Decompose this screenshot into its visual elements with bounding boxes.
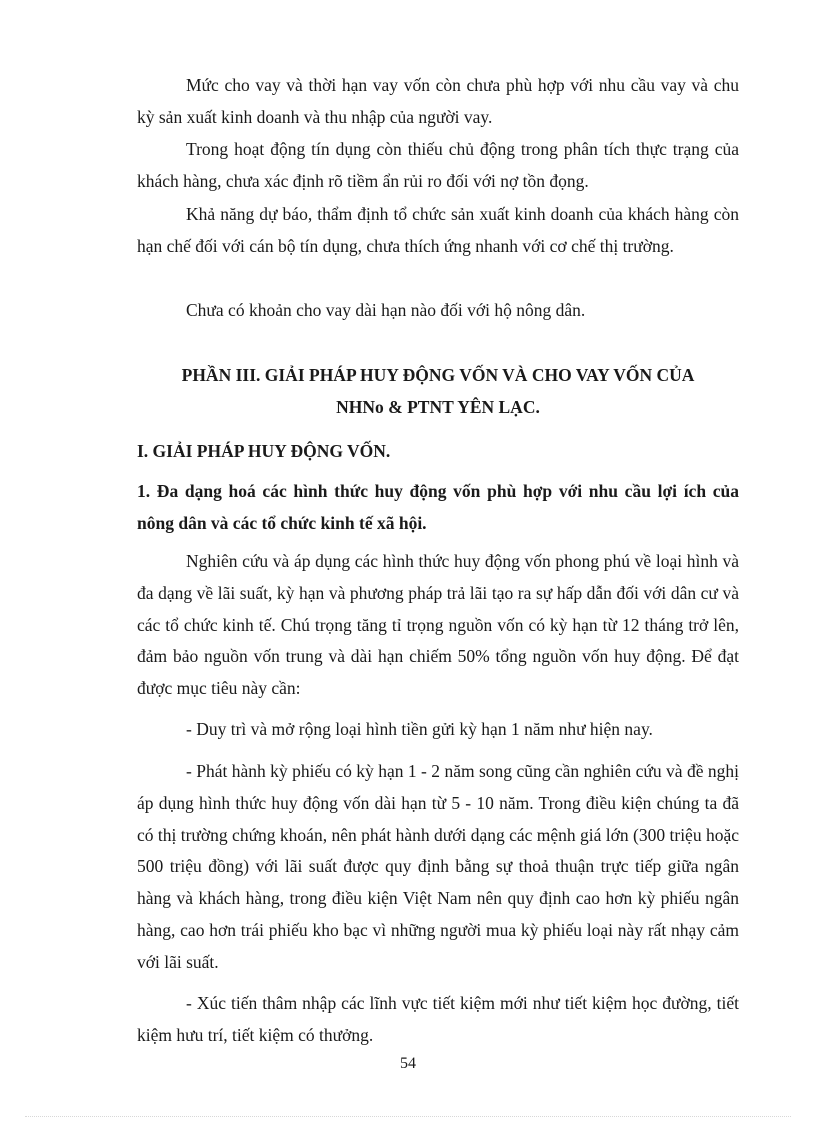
bullet-issue-bills: - Phát hành kỳ phiếu có kỳ hạn 1 - 2 năm song cũng cần nghiên cứu và đề nghị áp dụng hình thức huy động vốn dài hạn từ 5 - 10 năm. Trong điều kiện chúng ta đã có thị trường chứng khoán, nên phát hành dưới dạng các mệnh giá lớn (300 triệu hoặc 500 triệu đồng) với lãi suất được quy định bằng sự thoả thuận trực tiếp giữa ngân hàng và khách hàng, trong điều kiện Việt Nam nên quy định cao hơn kỳ phiếu ngân hàng, cao hơn trái phiếu kho bạc vì những người mua kỳ phiếu loại này rất nhạy cảm với lãi suất. [137,761,739,972]
page-bottom-border [25,1116,791,1117]
bullet-new-savings: - Xúc tiến thâm nhập các lĩnh vực tiết kiệm mới như tiết kiệm học đường, tiết kiệm hưu trí, tiết kiệm có thưởng. [137,993,739,1045]
part-title-line-2: NHNo & PTNT YÊN LẠC. [336,397,540,417]
paragraph-loan-mismatch: Mức cho vay và thời hạn vay vốn còn chưa phù hợp với nhu cầu vay và chu kỳ sản xuất kinh doanh và thu nhập của người vay. [137,75,739,127]
section-heading: I. GIẢI PHÁP HUY ĐỘNG VỐN. [137,441,391,461]
bullet-maintain-deposits: - Duy trì và mở rộng loại hình tiền gửi kỳ hạn 1 năm như hiện nay. [186,719,653,739]
paragraph-credit-activity: Trong hoạt động tín dụng còn thiếu chủ động trong phân tích thực trạng của khách hàng, chưa xác định rõ tiềm ẩn rủi ro đối với nợ tồn đọng. [137,139,739,191]
part-title-line-1: PHẦN III. GIẢI PHÁP HUY ĐỘNG VỐN VÀ CHO VAY VỐN CỦA [181,365,695,385]
paragraph-no-long-term: Chưa có khoản cho vay dài hạn nào đối với hộ nông dân. [186,300,586,320]
paragraph-research-forms: Nghiên cứu và áp dụng các hình thức huy động vốn phong phú về loại hình và đa dạng về lãi suất, kỳ hạn và phương pháp trả lãi tạo ra sự hấp dẫn đối với dân cư và các tổ chức kinh tế. Chú trọng tăng tỉ trọng nguồn vốn có kỳ hạn từ 12 tháng trở lên, đảm bảo nguồn vốn trung và dài hạn chiếm 50% tổng nguồn vốn huy động. Để đạt được mục tiêu này cần: [137,551,739,699]
paragraph-forecast-ability: Khả năng dự báo, thẩm định tổ chức sản xuất kinh doanh của khách hàng còn hạn chế đối với cán bộ tín dụng, chưa thích ứng nhanh với cơ chế thị trường. [137,204,739,256]
page-number: 54 [400,1055,416,1072]
subsection-heading: 1. Đa dạng hoá các hình thức huy động vốn phù hợp với nhu cầu lợi ích của nông dân và các tổ chức kinh tế xã hội. [137,481,739,533]
